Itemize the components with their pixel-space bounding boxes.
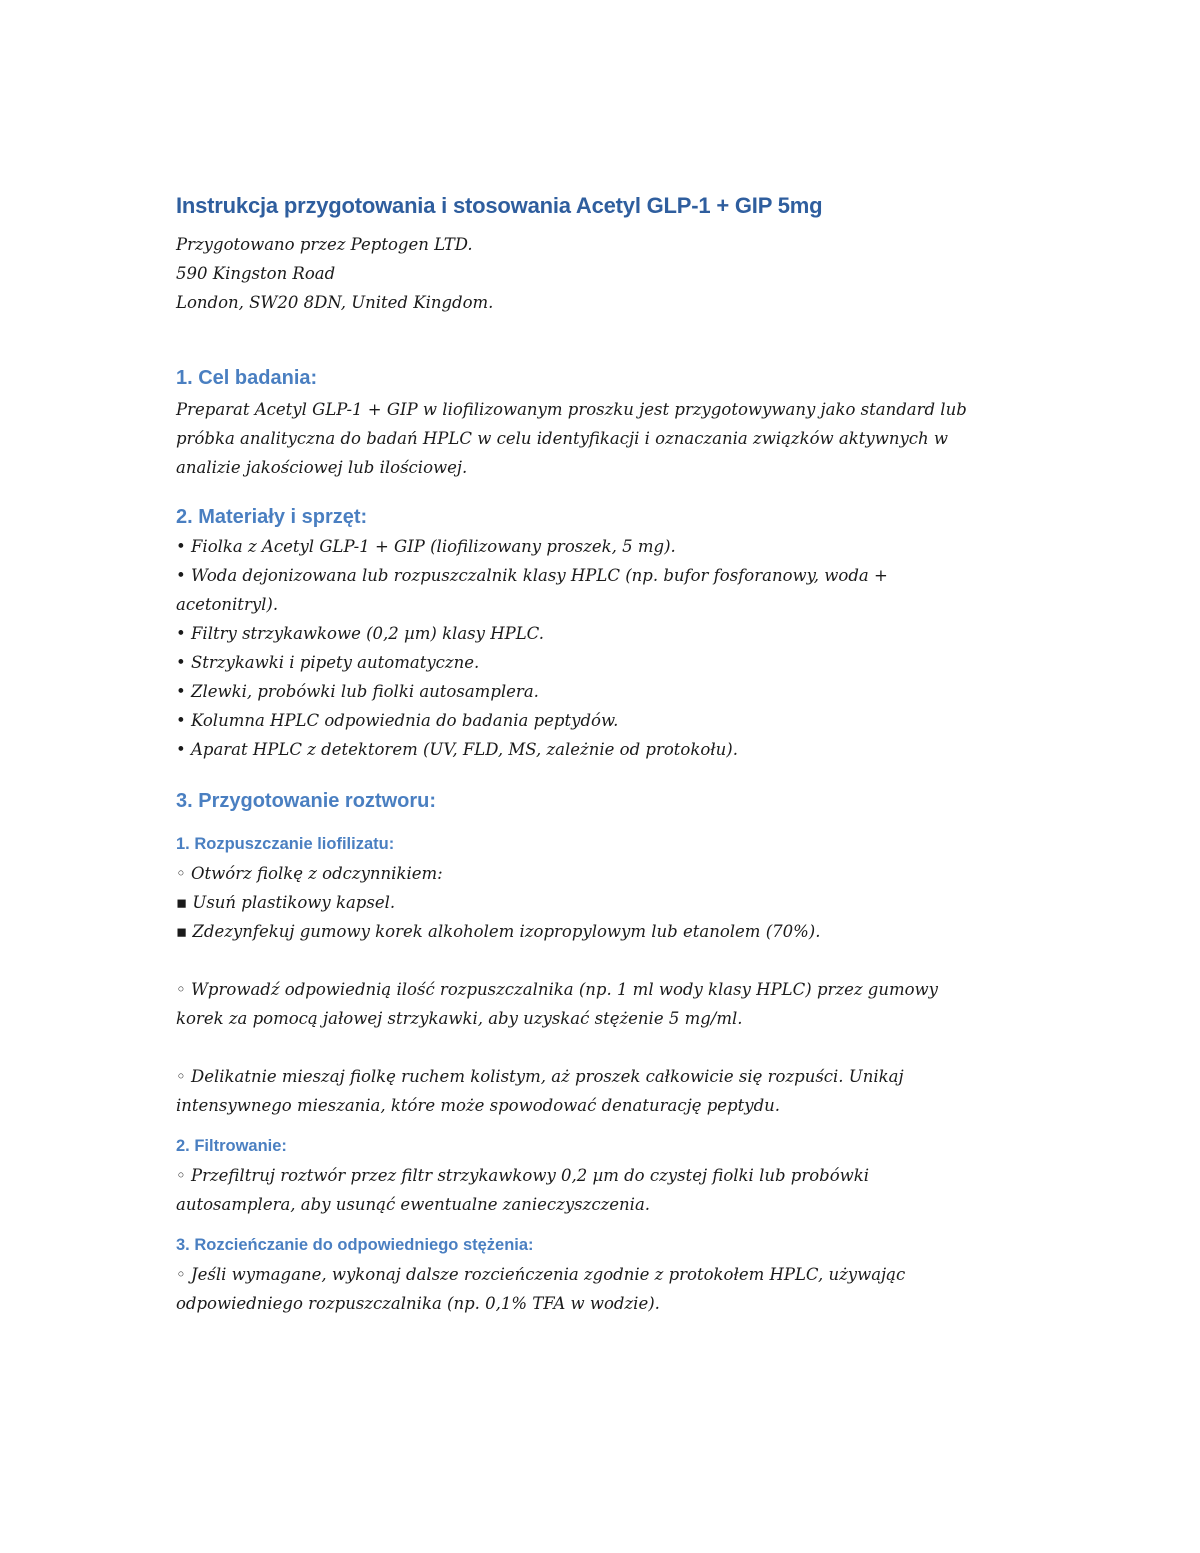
list-item: • Filtry strzykawkowe (0,2 µm) klasy HPLC.: [176, 624, 544, 643]
subheading-dissolving: 1. Rozpuszczanie liofilizatu:: [176, 835, 395, 853]
text-line: odpowiedniego rozpuszczalnika (np. 0,1% TFA w wodzie).: [176, 1294, 660, 1313]
text-line: korek za pomocą jałowej strzykawki, aby uzyskać stężenie 5 mg/ml.: [176, 1009, 743, 1028]
address-block: [176, 230, 1036, 317]
subheading-dilution: 3. Rozcieńczanie do odpowiedniego stężenia:: [176, 1236, 534, 1254]
text-line: intensywnego mieszania, które może spowodować denaturację peptydu.: [176, 1096, 781, 1115]
text-line: ◦ Przefiltruj roztwór przez filtr strzykawkowy 0,2 µm do czystej fiolki lub probówki: [176, 1166, 870, 1185]
text-line: analizie jakościowej lub ilościowej.: [176, 458, 468, 477]
filtering-steps: [176, 1161, 1036, 1219]
list-item: • Aparat HPLC z detektorem (UV, FLD, MS, zależnie od protokołu).: [176, 740, 738, 759]
list-item: ◦ Otwórz fiolkę z odczynnikiem:: [176, 864, 443, 883]
section-heading-materials: 2. Materiały i sprzęt:: [176, 506, 368, 528]
list-item: acetonitryl).: [176, 595, 279, 614]
list-item: ▪ Zdezynfekuj gumowy korek alkoholem izopropylowym lub etanolem (70%).: [176, 922, 821, 941]
dissolving-steps: [176, 859, 1036, 946]
dissolving-paragraph-inject: [176, 975, 1036, 1033]
dissolving-paragraph-mix: [176, 1062, 1036, 1120]
document-page: [176, 190, 1036, 1318]
text-line: autosamplera, aby usunąć ewentualne zanieczyszczenia.: [176, 1195, 651, 1214]
list-item: • Woda dejonizowana lub rozpuszczalnik klasy HPLC (np. bufor fosforanowy, woda +: [176, 566, 888, 585]
address-line-city: London, SW20 8DN, United Kingdom.: [176, 293, 494, 312]
list-item: • Zlewki, probówki lub fiolki autosamplera.: [176, 682, 539, 701]
list-item: ▪ Usuń plastikowy kapsel.: [176, 893, 396, 912]
section-heading-preparation: 3. Przygotowanie roztworu:: [176, 790, 437, 812]
document-title: Instrukcja przygotowania i stosowania Acetyl GLP-1 + GIP 5mg: [176, 193, 823, 218]
list-item: • Fiolka z Acetyl GLP-1 + GIP (liofilizowany proszek, 5 mg).: [176, 537, 676, 556]
section-heading-purpose: 1. Cel badania:: [176, 367, 318, 389]
address-line-street: 590 Kingston Road: [176, 264, 336, 283]
materials-list: [176, 532, 1036, 764]
text-line: ◦ Wprowadź odpowiednią ilość rozpuszczalnika (np. 1 ml wody klasy HPLC) przez gumowy: [176, 980, 938, 999]
list-item: • Kolumna HPLC odpowiednia do badania peptydów.: [176, 711, 619, 730]
dilution-steps: [176, 1260, 1036, 1318]
text-line: ◦ Delikatnie mieszaj fiolkę ruchem kolistym, aż proszek całkowicie się rozpuści. Unikaj: [176, 1067, 904, 1086]
text-line: próbka analityczna do badań HPLC w celu identyfikacji i oznaczania związków aktywnych w: [176, 429, 949, 448]
section-purpose-text: [176, 395, 1036, 482]
address-line-company: Przygotowano przez Peptogen LTD.: [176, 235, 473, 254]
text-line: Preparat Acetyl GLP-1 + GIP w liofilizowanym proszku jest przygotowywany jako standard lub: [176, 400, 967, 419]
text-line: ◦ Jeśli wymagane, wykonaj dalsze rozcieńczenia zgodnie z protokołem HPLC, używając: [176, 1265, 906, 1284]
list-item: • Strzykawki i pipety automatyczne.: [176, 653, 480, 672]
subheading-filtering: 2. Filtrowanie:: [176, 1137, 287, 1155]
